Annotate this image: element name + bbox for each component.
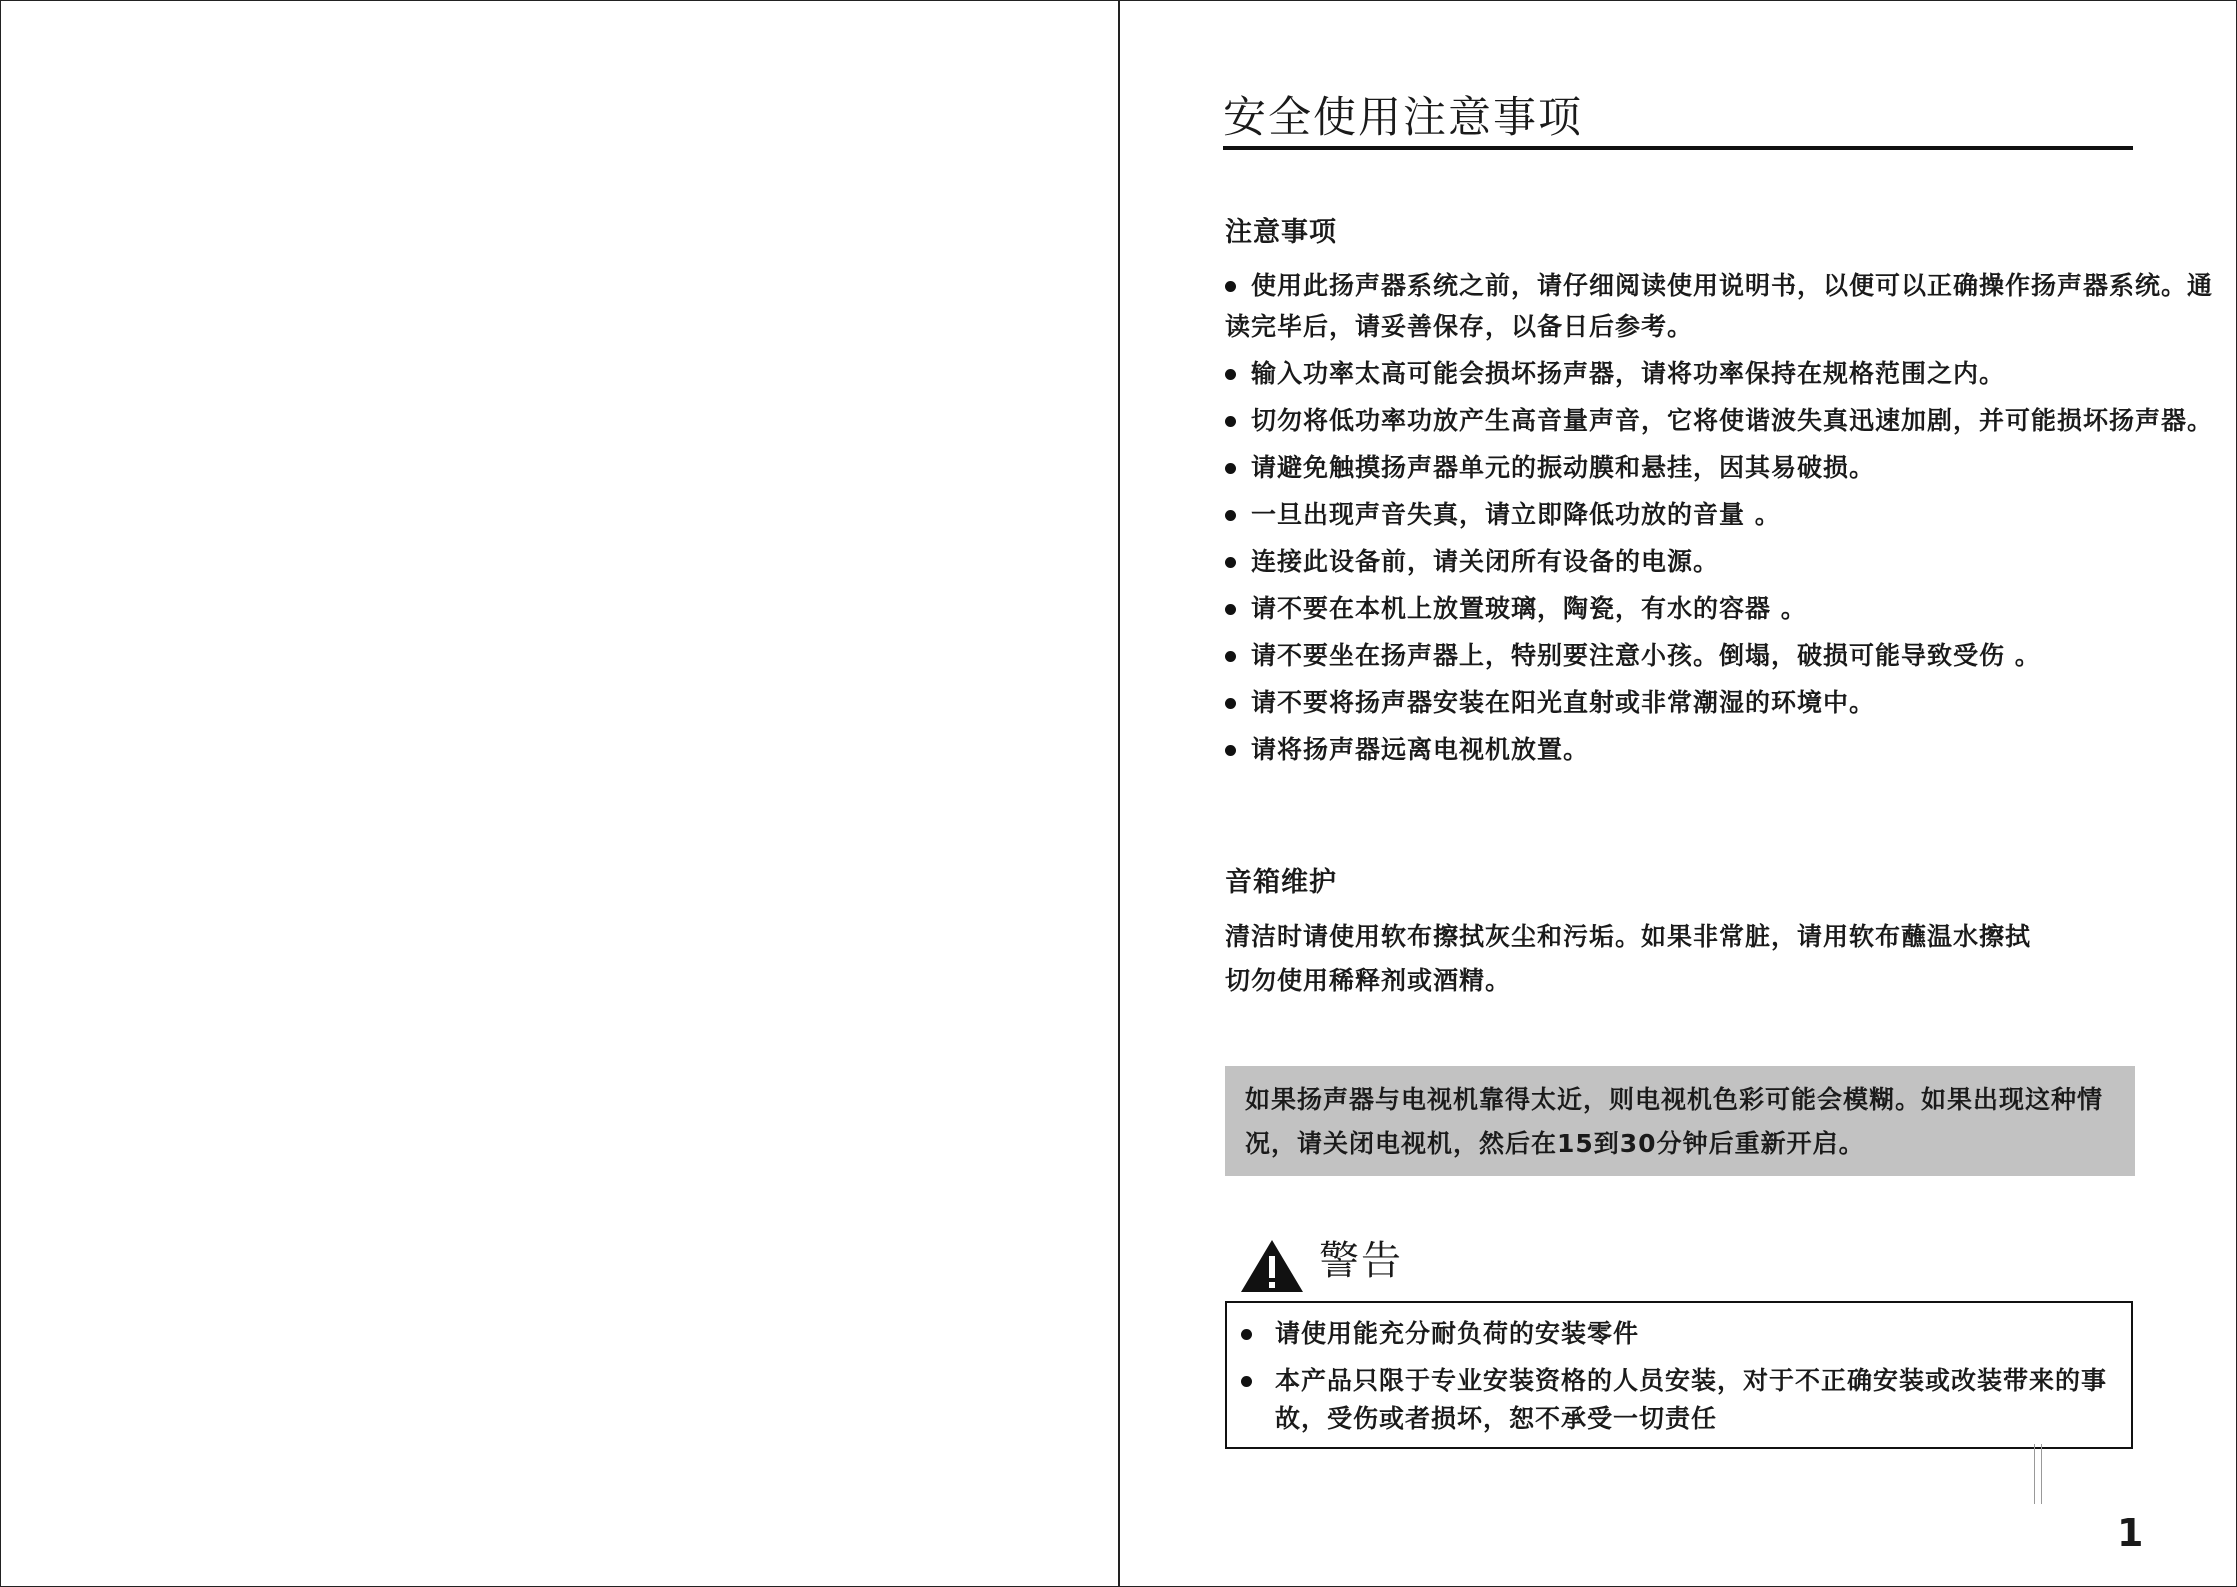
left-blank-page [1, 1, 1120, 1586]
bullet-icon [1241, 1376, 1252, 1387]
maintenance-line: 清洁时请使用软布擦拭灰尘和污垢。如果非常脏，请用软布蘸温水擦拭 [1225, 922, 2032, 951]
list-item: 请不要坐在扬声器上，特别要注意小孩。倒塌，破损可能导致受伤 。 [1225, 635, 2225, 676]
list-item: 请将扬声器远离电视机放置。 [1225, 729, 2225, 770]
bullet-icon [1225, 651, 1236, 662]
list-item: 请使用能充分耐负荷的安装零件 [1241, 1315, 2121, 1353]
bullet-icon [1225, 369, 1236, 380]
warning-box [1225, 1301, 2133, 1449]
bullet-icon [1241, 1329, 1252, 1340]
maintenance-line: 切勿使用稀释剂或酒精。 [1225, 966, 1512, 995]
bullet-icon [1225, 463, 1236, 474]
list-item: 一旦出现声音失真，请立即降低功放的音量 。 [1225, 494, 2225, 535]
crop-mark [2034, 1444, 2042, 1504]
title-underline [1223, 146, 2133, 150]
list-item: 连接此设备前，请关闭所有设备的电源。 [1225, 541, 2225, 582]
precautions-list [1225, 265, 2225, 776]
page-title: 安全使用注意事项 [1223, 93, 1583, 143]
bullet-icon [1225, 604, 1236, 615]
warning-triangle-icon [1239, 1238, 1305, 1294]
tv-notice-box: 如果扬声器与电视机靠得太近，则电视机色彩可能会模糊。如果出现这种情况，请关闭电视机，然后在15到30分钟后重新开启。 [1225, 1066, 2135, 1176]
list-item: 请避免触摸扬声器单元的振动膜和悬挂，因其易破损。 [1225, 447, 2225, 488]
list-item: 请不要将扬声器安装在阳光直射或非常潮湿的环境中。 [1225, 682, 2225, 723]
bullet-icon [1225, 416, 1236, 427]
warning-list [1241, 1315, 2121, 1447]
bullet-icon [1225, 745, 1236, 756]
right-page [1121, 1, 2236, 1586]
list-item: 输入功率太高可能会损坏扬声器，请将功率保持在规格范围之内。 [1225, 353, 2225, 394]
bullet-icon [1225, 557, 1236, 568]
maintenance-text [1225, 915, 2225, 1003]
list-item: 使用此扬声器系统之前，请仔细阅读使用说明书，以便可以正确操作扬声器系统。通读完毕后，请妥善保存，以备日后参考。 [1225, 271, 2214, 341]
page-number: 1 [2117, 1511, 2144, 1555]
list-item: 本产品只限于专业安装资格的人员安装，对于不正确安装或改装带来的事故，受伤或者损坏，恕不承受一切责任 [1241, 1362, 2121, 1438]
bullet-icon [1225, 698, 1236, 709]
bullet-icon [1225, 281, 1236, 292]
list-item: 请不要在本机上放置玻璃，陶瓷，有水的容器 。 [1225, 588, 2225, 629]
precautions-heading: 注意事项 [1225, 217, 1337, 248]
maintenance-heading: 音箱维护 [1225, 867, 1337, 898]
warning-title: 警告 [1319, 1238, 1403, 1284]
bullet-icon [1225, 510, 1236, 521]
list-item: 切勿将低功率功放产生高音量声音，它将使谐波失真迅速加剧，并可能损坏扬声器。 [1225, 400, 2225, 441]
